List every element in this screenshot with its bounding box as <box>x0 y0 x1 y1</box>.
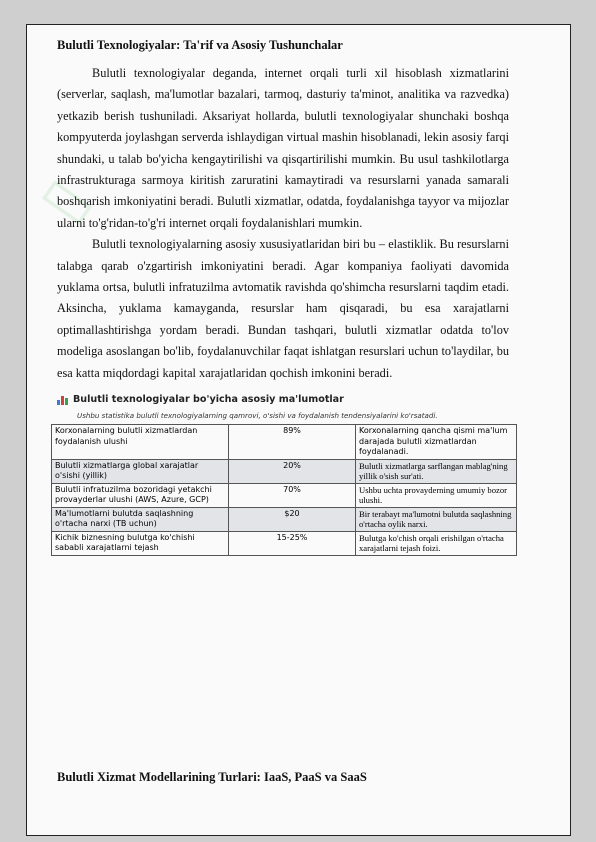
page-title: Bulutli Texnologiyalar: Ta'rif va Asosiy Tushunchalar <box>57 38 343 52</box>
row-label: Ma'lumotlarni bulutda saqlashning o'rtacha narxi (TB uchun) <box>52 507 229 531</box>
row-value: 20% <box>229 459 356 483</box>
section-heading: Bulutli Xizmat Modellarining Turlari: IaaS, PaaS va SaaS <box>57 770 367 784</box>
row-description: Bir terabayt ma'lumotni bulutda saqlashning o'rtacha oylik narxi. <box>356 507 517 531</box>
table-row <box>52 483 517 507</box>
row-description: Ushbu uchta provayderning umumiy bozor ulushi. <box>356 483 517 507</box>
row-label: Kichik biznesning bulutga ko'chishi sababli xarajatlarni tejash <box>52 531 229 555</box>
table-row <box>52 507 517 531</box>
table-heading <box>57 394 509 405</box>
row-value: 15-25% <box>229 531 356 555</box>
table-caption: Ushbu statistika bulutli texnologiyalarning qamrovi, o'sishi va foydalanish tendensiyalarini ko'rsatadi. <box>77 411 438 421</box>
row-label: Bulutli xizmatlarga global xarajatlar o'sishi (yillik) <box>52 459 229 483</box>
bar-chart-icon <box>57 394 69 405</box>
row-value: $20 <box>229 507 356 531</box>
row-description: Bulutga ko'chish orqali erishilgan o'rtacha xarajatlarni tejash foizi. <box>356 531 517 555</box>
paragraph-2: Bulutli texnologiyalarning asosiy xususiyatlaridan biri bu – elastiklik. Bu resurslarni talabga qarab o'zgartirish imkoniyatini beradi. Agar kompaniya faoliyati davomida yuklama ortsa, bulutli infratuzilma avtomatik ravishda qo'shimcha resurslarni taqdim etadi. Aksincha, yuklama kamayganda, resurslar ham qisqaradi, bu esa xarajatlarni optimallashtirishga yordam beradi. Bundan tashqari, bulutli xizmatlar odatda to'lov modeliga asoslangan bo'lib, foydalanuvchilar faqat ishlatgan resurslari uchun to'laydilar, bu esa katta miqdordagi kapital xarajatlaridan qochish imkonini beradi. <box>57 237 509 380</box>
row-label: Korxonalarning bulutli xizmatlardan foydalanish ulushi <box>52 425 229 460</box>
table-row <box>52 531 517 555</box>
table-row <box>52 459 517 483</box>
row-value: 70% <box>229 483 356 507</box>
document-content <box>55 38 512 556</box>
row-label: Bulutli infratuzilma bozoridagi yetakchi provayderlar ulushi (AWS, Azure, GCP) <box>52 483 229 507</box>
paragraph-1: Bulutli texnologiyalar deganda, internet orqali turli xil hisoblash xizmatlarini (serverlar, saqlash, ma'lumotlar bazalari, tarmoq, dasturiy ta'minot, analitika va razvedka) yetkazib berish tushuniladi. Aksariyat hollarda, bulutli texnologiyalar shunchaki boshqa kompyuterda joylashgan serverda ishlaydigan virtual mashin hisoblanadi, lekin asosiy farqi shundaki, u talab bo'yicha kengaytirilishi va qisqartirilishi mumkin. Bu usul tashkilotlarga infrastrukturaga sarmoya kiritish zaruratini kamaytiradi va resurslarni yanada samarali boshqarish imkoniyatini beradi. Bulutli xizmatlar, odatda, foydalanishga tayyor va mijozlar ularni to'g'ridan-to'g'ri internet orqali foydalanishlari mumkin. <box>57 66 509 230</box>
table-row <box>52 425 517 460</box>
stats-table <box>51 424 517 556</box>
watermark: ▯ <box>25 166 102 234</box>
row-description: Bulutli xizmatlarga sarflangan mablag'ning yillik o'sish sur'ati. <box>356 459 517 483</box>
row-value: 89% <box>229 425 356 460</box>
row-description: Korxonalarning qancha qismi ma'lum darajada bulutli xizmatlardan foydalanadi. <box>356 425 517 460</box>
table-heading-text: Bulutli texnologiyalar bo'yicha asosiy ma'lumotlar <box>73 394 344 406</box>
